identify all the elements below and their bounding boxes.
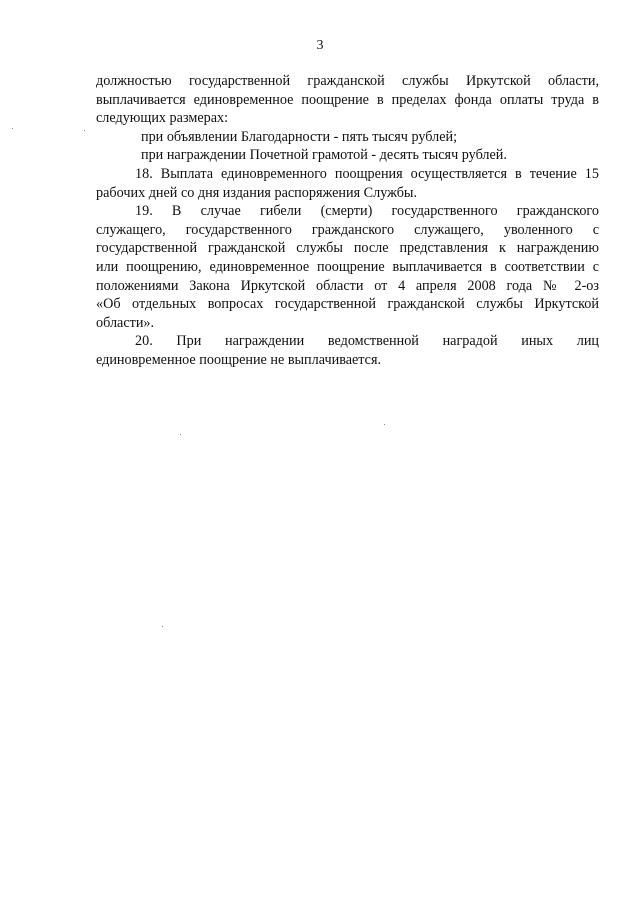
document-body [96,72,599,370]
paragraph-18-line-2: рабочих дней со дня издания распоряжения Службы. [96,184,418,201]
continuation-line-1: должностью государственной гражданской службы Иркутской области, [96,73,599,89]
amount-item-certificate: при награждении Почетной грамотой - десять тысяч рублей. [141,147,507,164]
paragraph-20-line-1: 20. При награждении ведомственной наградой иных лиц [135,333,599,350]
paragraph-20-line-2: единовременное поощрение не выплачивается. [96,351,382,368]
page-number: 3 [316,38,324,53]
paragraph-19-line-3: государственной гражданской службы после представления к награждению [96,240,599,257]
paragraph-19-line-6: «Об отдельных вопросах государственной гражданской службы Иркутской [96,296,599,313]
paragraph-19-line-7: области». [96,314,155,331]
scan-speck [84,130,85,131]
scan-speck [180,434,181,435]
scan-speck [162,626,163,627]
paragraph-19-line-4: или поощрению, единовременное поощрение выплачивается в соответствии с [96,258,599,275]
paragraph-18-line-1: 18. Выплата единовременного поощрения осуществляется в течение 15 [135,165,599,182]
continuation-line-2: выплачивается единовременное поощрение в пределах фонда оплаты труда в [96,91,599,108]
paragraph-19-line-2: служащего, государственного гражданского служащего, уволенного с [96,221,599,238]
scan-speck [12,128,13,129]
scan-speck [384,424,385,425]
paragraph-19-line-1: 19. В случае гибели (смерти) государственного гражданского [135,203,599,220]
amount-item-gratitude: при объявлении Благодарности - пять тысяч рублей; [141,128,458,145]
continuation-line-3: следующих размерах: [96,110,229,127]
paragraph-19-line-5: положениями Закона Иркутской области от 4 апреля 2008 года № 2-оз [96,277,599,294]
